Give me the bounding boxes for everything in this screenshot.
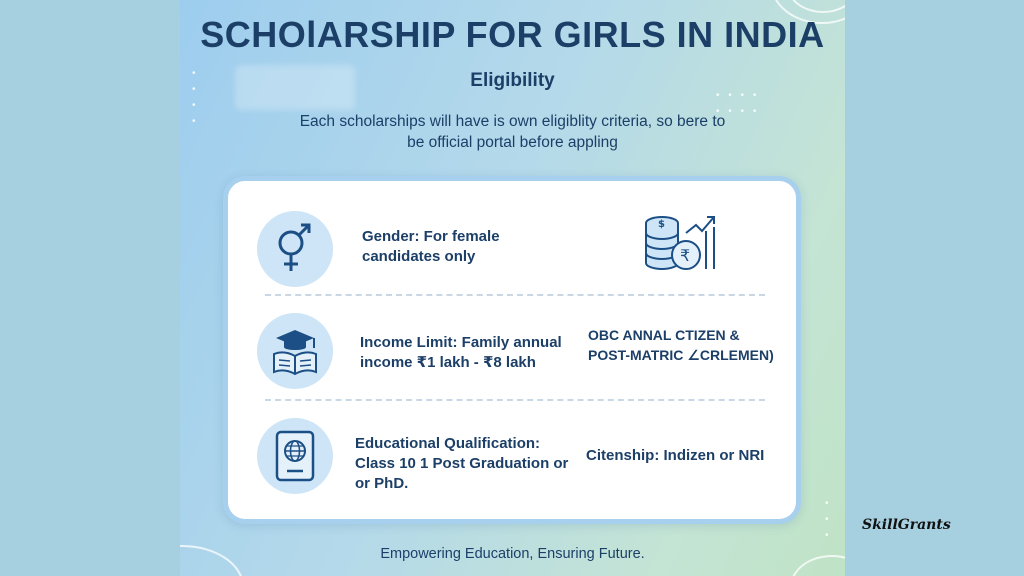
obc-line-2: POST-MATRIC ∠CRLEMEN) (588, 347, 774, 363)
decorative-dots-right: • • • • • • • • (716, 90, 760, 117)
education-line-3: or PhD. (355, 475, 409, 492)
decorative-dots-bottom-right: • • • (825, 498, 832, 541)
income-line-1: Income Limit: Family annual (360, 334, 562, 351)
intro-text (280, 111, 745, 153)
page-title: SCHOlARSHIP FOR GIRLS IN INDIA (200, 14, 825, 55)
scholarship-poster (180, 0, 845, 576)
passport-icon (257, 418, 333, 494)
gender-icon (257, 211, 333, 287)
section-subtitle: Eligibility (470, 70, 555, 91)
obc-line-1: OBC ANNAL CTIZEN & (588, 327, 740, 343)
intro-line-2: be official portal before appling (407, 134, 618, 151)
decorative-dots-left: • • • • (192, 68, 199, 127)
education-criterion (355, 434, 568, 494)
gender-criterion (362, 227, 500, 267)
footer-tagline: Empowering Education, Ensuring Future. (380, 546, 645, 562)
svg-text:₹: ₹ (680, 246, 691, 265)
gender-line-1: Gender: For female (362, 228, 500, 245)
income-line-2: income ₹1 lakh - ₹8 lakh (360, 354, 536, 371)
brand-logo-text: SkillGrants (862, 517, 951, 533)
intro-line-1: Each scholarships will have is own eligiblity criteria, so bere to (299, 113, 726, 130)
education-line-2: Class 10 1 Post Graduation or (355, 455, 569, 472)
eligibility-card (223, 176, 801, 524)
obc-post-matric-text (588, 325, 774, 365)
row-separator-1 (265, 294, 765, 296)
coins-rupee-growth-icon (640, 211, 720, 275)
row-separator-2 (265, 399, 765, 401)
graduation-book-icon (257, 313, 333, 389)
gender-line-2: candidates only (362, 248, 476, 265)
education-line-1: Educational Qualification: (355, 435, 541, 452)
citizenship-text: Citenship: Indizen or NRI (586, 447, 765, 464)
svg-text:$: $ (658, 219, 665, 230)
income-criterion (360, 333, 562, 373)
